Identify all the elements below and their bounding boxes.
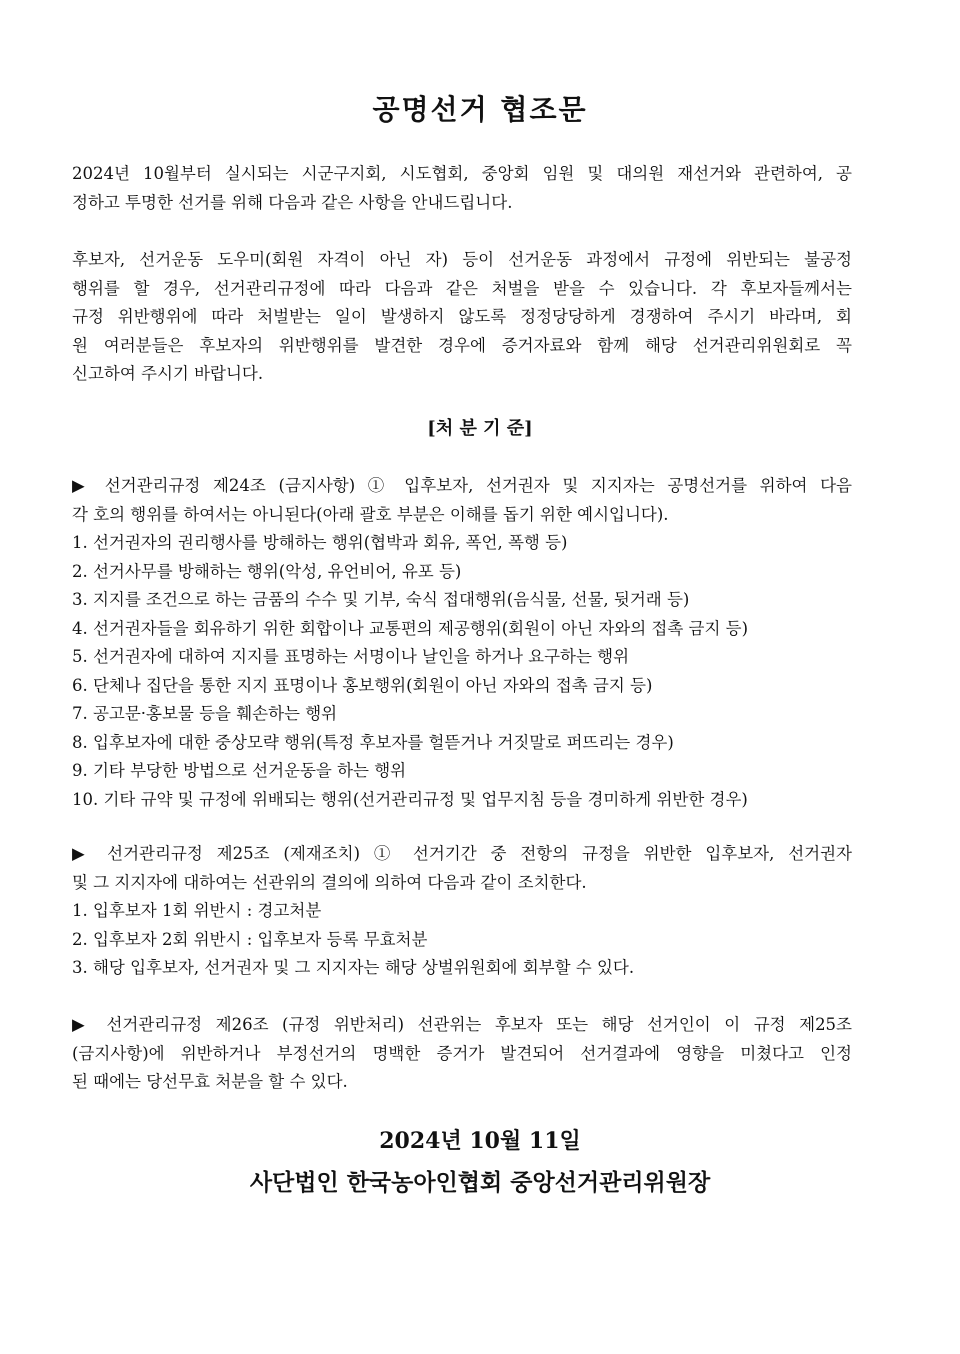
intro-line: 2024년 10월부터 실시되는 시군구지회, 시도협회, 중앙회 임원 및 대의원 재선거와 관련하여, 공 (72, 164, 852, 183)
list-item: 6. 단체나 집단을 통한 지지 표명이나 홍보행위(회원이 아닌 자와의 접촉 금지 등) (72, 675, 653, 695)
article-line: ▶ 선거관리규정 제26조 (규정 위반처리) 선관위는 후보자 또는 해당 선거인이 이 규정 제25조 (72, 1015, 852, 1034)
article-line: ▶ 선거관리규정 제25조 (제재조치) ① 선거기간 중 전항의 규정을 위반한 입후보자, 선거권자 (72, 844, 852, 863)
list-item: 7. 공고문·홍보물 등을 훼손하는 행위 (72, 704, 338, 723)
article-line: 각 호의 행위를 하여서는 아니된다(아래 괄호 부분은 이해를 돕기 위한 예시입니다). (72, 504, 669, 524)
article-line: 된 때에는 당선무효 처분을 할 수 있다. (72, 1072, 348, 1091)
notice-line: 원 여러분들은 후보자의 위반행위를 발견한 경우에 증거자료와 함께 해당 선거관리위원회로 꼭 (72, 335, 852, 355)
notice-line: 신고하여 주시기 바랍니다. (72, 364, 264, 383)
notice-line: 규정 위반행위에 따라 처벌받는 일이 발생하지 않도록 정정당당하게 경쟁하여 주시기 바라며, 회 (72, 307, 852, 326)
article-line: 및 그 지지자에 대하여는 선관위의 결의에 의하여 다음과 같이 조치한다. (72, 872, 587, 892)
list-item: 2. 입후보자 2회 위반시 : 입후보자 등록 무효처분 (72, 929, 428, 949)
notice-paragraph (72, 246, 852, 389)
article-line: ▶ 선거관리규정 제24조 (금지사항) ① 입후보자, 선거권자 및 지지자는 공명선거를 위하여 다음 (72, 476, 852, 495)
document-title: 공명선거 협조문 (372, 93, 588, 126)
list-item: 9. 기타 부당한 방법으로 선거운동을 하는 행위 (72, 761, 407, 780)
list-item: 3. 지지를 조건으로 하는 금품의 수수 및 기부, 숙식 접대행위(음식물, 선물, 뒷거래 등) (72, 590, 690, 609)
article-24 (72, 472, 852, 814)
section-heading: [처 분 기 준] (427, 418, 533, 439)
list-item: 4. 선거권자들을 회유하기 위한 회합이나 교통편의 제공행위(회원이 아닌 자와의 접촉 금지 등) (72, 618, 749, 638)
document-date: 2024년 10월 11일 (379, 1128, 581, 1154)
notice-line: 행위를 할 경우, 선거관리규정에 따라 다음과 같은 처벌을 받을 수 있습니다. 각 후보자들께서는 (72, 278, 852, 298)
intro-line: 정하고 투명한 선거를 위해 다음과 같은 사항을 안내드립니다. (72, 192, 513, 212)
list-item: 10. 기타 규약 및 규정에 위배되는 행위(선거관리규정 및 업무지침 등을 경미하게 위반한 경우) (72, 789, 748, 809)
list-item: 5. 선거권자에 대하여 지지를 표명하는 서명이나 날인을 하거나 요구하는 행위 (72, 647, 630, 666)
signer: 사단법인 한국농아인협회 중앙선거관리위원장 (249, 1169, 711, 1196)
list-item: 1. 선거권자의 권리행사를 방해하는 행위(협박과 회유, 폭언, 폭행 등) (72, 533, 568, 552)
list-item: 3. 해당 입후보자, 선거권자 및 그 지지자는 해당 상벌위원회에 회부할 수 있다. (72, 958, 635, 977)
list-item: 8. 입후보자에 대한 중상모략 행위(특정 후보자를 헐뜯거나 거짓말로 퍼뜨리는 경우) (72, 732, 674, 752)
article-25 (72, 840, 852, 983)
notice-line: 후보자, 선거운동 도우미(회원 자격이 아닌 자) 등이 선거운동 과정에서 규정에 위반되는 불공정 (72, 250, 852, 269)
article-26 (72, 1011, 852, 1097)
article-line: (금지사항)에 위반하거나 부정선거의 명백한 증거가 발견되어 선거결과에 영향을 미쳤다고 인정 (72, 1043, 852, 1063)
intro-paragraph (72, 160, 852, 217)
list-item: 1. 입후보자 1회 위반시 : 경고처분 (72, 901, 322, 920)
list-item: 2. 선거사무를 방해하는 행위(악성, 유언비어, 유포 등) (72, 561, 462, 581)
